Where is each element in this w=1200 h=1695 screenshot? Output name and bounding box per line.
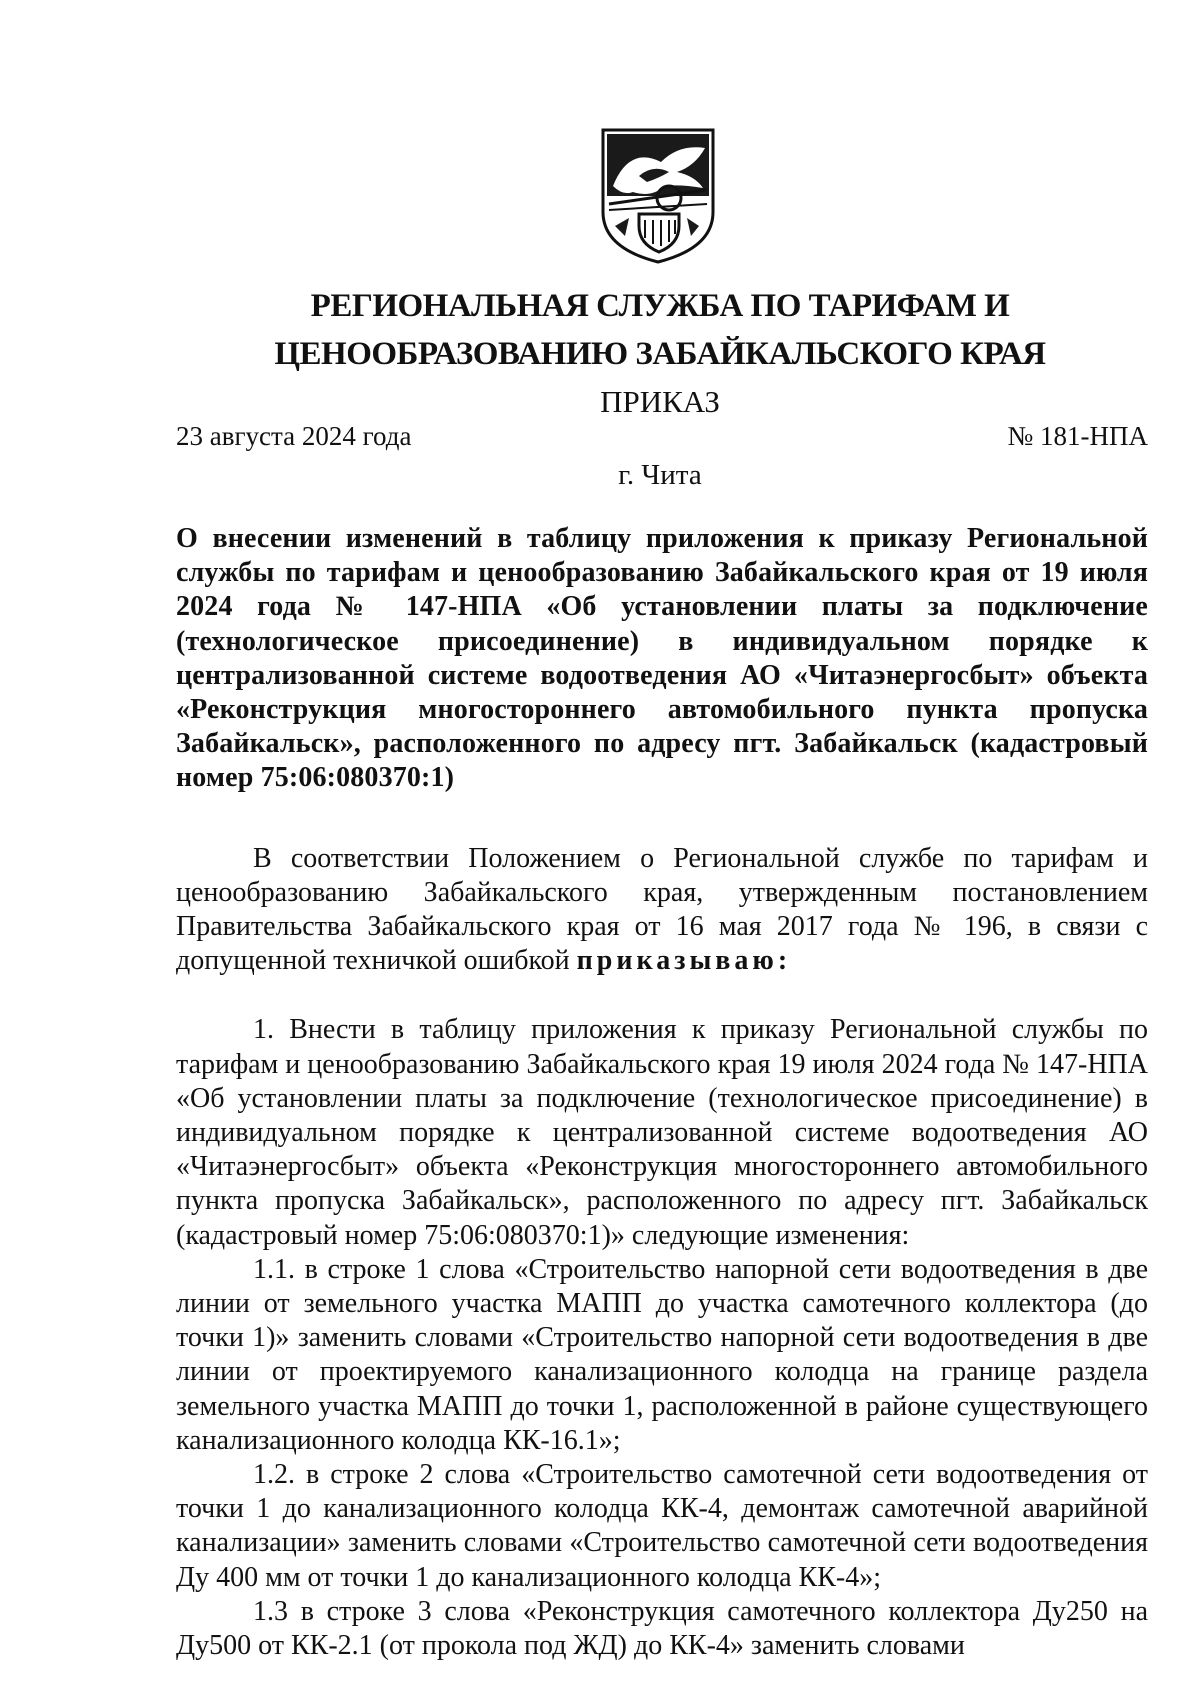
intro-paragraph	[176, 842, 1148, 979]
item-1-3: 1.3 в строке 3 слова «Реконструкция самотечного коллектора Ду250 на Ду500 от КК-2.1 (от прокола под ЖД) до КК-4» заменить словами	[176, 1595, 1148, 1662]
organization-title-line-1: РЕГИОНАЛЬНАЯ СЛУЖБА ПО ТАРИФАМ И	[310, 288, 1010, 324]
document-subject: О внесении изменений в таблицу приложения к приказу Региональной службы по тарифам и ценообразованию Забайкальского края от 19 июля 2024 года № 147-НПА «Об установлении платы за подключение (технологическое присоединение) в индивидуальном порядке к централизованной системе водоотведения АО «Читаэнергосбыт» объекта «Реконструкция многостороннего автомобильного пункта пропуска Забайкальск», расположенного по адресу пгт. Забайкальск (кадастровый номер 75:06:080370:1)	[176, 523, 1148, 794]
document-date: 23 августа 2024 года	[176, 421, 412, 451]
document-type: ПРИКАЗ	[600, 384, 720, 419]
intro-text: В соответствии Положением о Региональной службе по тарифам и ценообразованию Забайкальского края, утвержденным постановлением Правительства Забайкальского края от 16 мая 2017 года № 196, в связи с допущенной техничкой ошибкой	[176, 842, 1148, 977]
coat-of-arms-icon	[599, 126, 717, 266]
item-1-1: 1.1. в строке 1 слова «Строительство напорной сети водоотведения в две линии от земельного участка МАПП до участка самотечного коллектора (до точки 1)» заменить словами «Строительство напорной сети водоотведения в две линии от проектируемого канализационного колодца на границе раздела земельного участка МАПП до точки 1, расположенной в районе существующего канализационного колодца КК-16.1»;	[176, 1253, 1148, 1456]
document-city: г. Чита	[618, 459, 702, 491]
document-body	[176, 522, 1148, 1663]
document-number: № 181-НПА	[1007, 421, 1148, 451]
organization-title	[120, 282, 1200, 378]
item-1-2: 1.2. в строке 2 слова «Строительство самотечной сети водоотведения от точки 1 до канализационного колодца КК-4, демонтаж самотечной аварийной канализации» заменить словами «Строительство самотечной сети водоотведения Ду 400 мм от точки 1 до канализационного колодца КК-4»;	[176, 1459, 1148, 1593]
date-number-line	[176, 418, 1148, 454]
organization-title-line-2: ЦЕНООБРАЗОВАНИЮ ЗАБАЙКАЛЬСКОГО КРАЯ	[274, 336, 1046, 372]
item-1: 1. Внести в таблицу приложения к приказу Региональной службы по тарифам и ценообразованию Забайкальского края 19 июля 2024 года № 147-НПА «Об установлении платы за подключение (технологическое присоединение) в индивидуальном порядке к централизованной системе водоотведения АО «Читаэнергосбыт» объекта «Реконструкция многостороннего автомобильного пункта пропуска Забайкальск», расположенного по адресу пгт. Забайкальск (кадастровый номер 75:06:080370:1)» следующие изменения:	[176, 1014, 1148, 1251]
command-word: приказываю:	[576, 945, 792, 977]
